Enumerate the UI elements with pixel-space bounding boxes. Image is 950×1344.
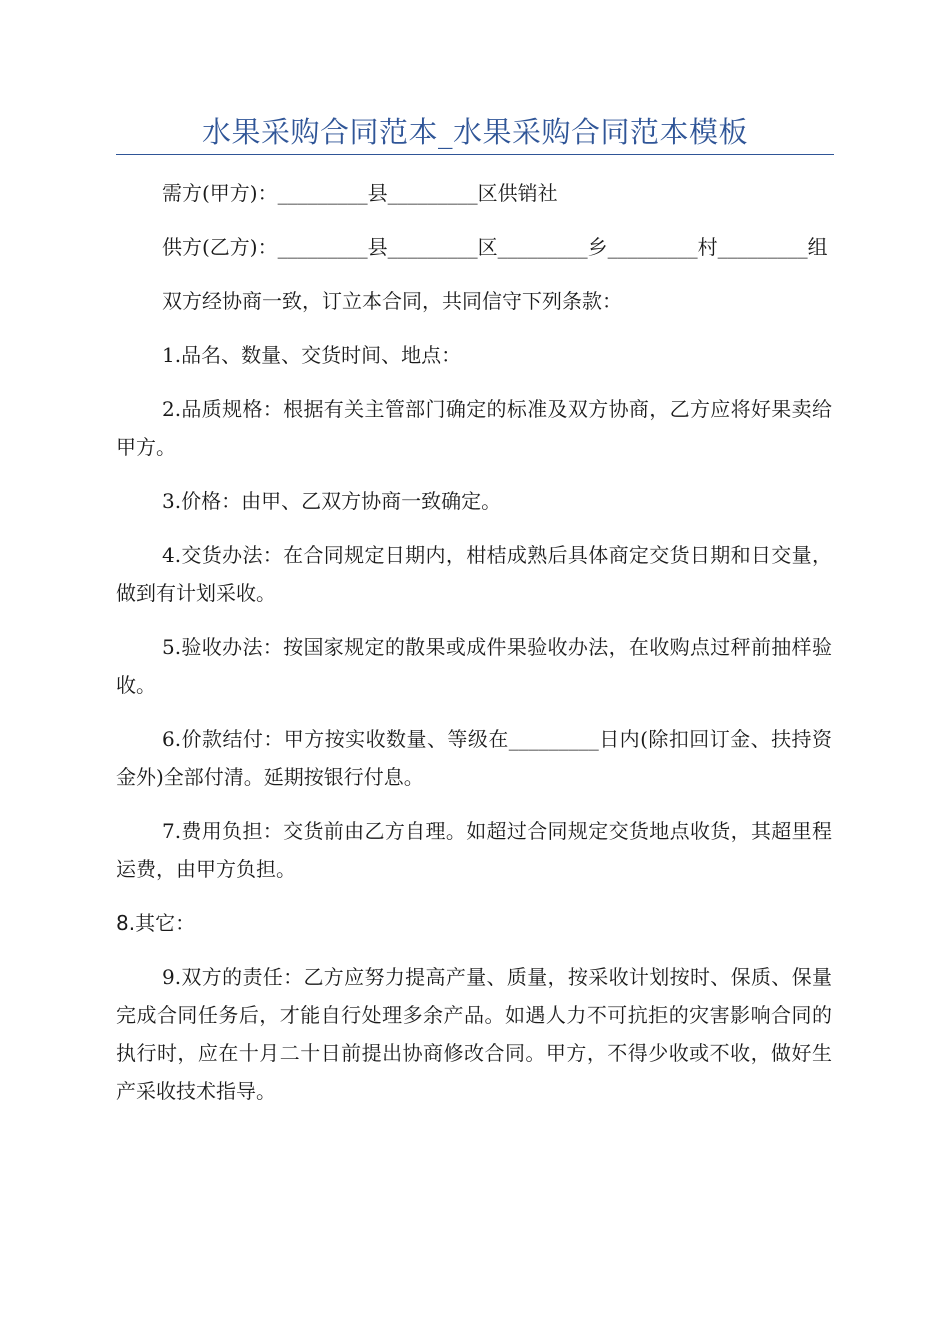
document-title: 水果采购合同范本_水果采购合同范本模板 xyxy=(201,115,748,149)
clause-2: 2.品质规格：根据有关主管部门确定的标准及双方协商，乙方应将好果卖给甲方。 xyxy=(116,397,832,459)
clause-6: 6.价款结付：甲方按实收数量、等级在_________日内(除扣回订金、扶持资金外)全部付清。延期按银行付息。 xyxy=(116,727,832,789)
document-body xyxy=(116,174,832,1126)
supplier-line: 供方(乙方)：_________县_________区_________乡_________村_________组 xyxy=(162,235,828,259)
clause-8: 8.其它： xyxy=(116,911,196,935)
buyer-line: 需方(甲方)：_________县_________区供销社 xyxy=(162,181,558,205)
clause-4: 4.交货办法：在合同规定日期内，柑桔成熟后具体商定交货日期和日交量，做到有计划采收。 xyxy=(116,543,832,605)
clause-5: 5.验收办法：按国家规定的散果或成件果验收办法，在收购点过秤前抽样验收。 xyxy=(116,635,832,697)
clause-7: 7.费用负担：交货前由乙方自理。如超过合同规定交货地点收货，其超里程运费，由甲方负担。 xyxy=(116,819,832,881)
clause-3: 3.价格：由甲、乙双方协商一致确定。 xyxy=(162,489,502,513)
title-underline xyxy=(116,154,834,155)
clause-1: 1.品名、数量、交货时间、地点： xyxy=(162,343,462,367)
clause-9: 9.双方的责任：乙方应努力提高产量、质量，按采收计划按时、保质、保量完成合同任务后，才能自行处理多余产品。如遇人力不可抗拒的灾害影响合同的执行时，应在十月二十日前提出协商修改合同。甲方，不得少收或不收，做好生产采收技术指导。 xyxy=(116,965,832,1103)
preamble: 双方经协商一致，订立本合同，共同信守下列条款： xyxy=(162,289,622,313)
